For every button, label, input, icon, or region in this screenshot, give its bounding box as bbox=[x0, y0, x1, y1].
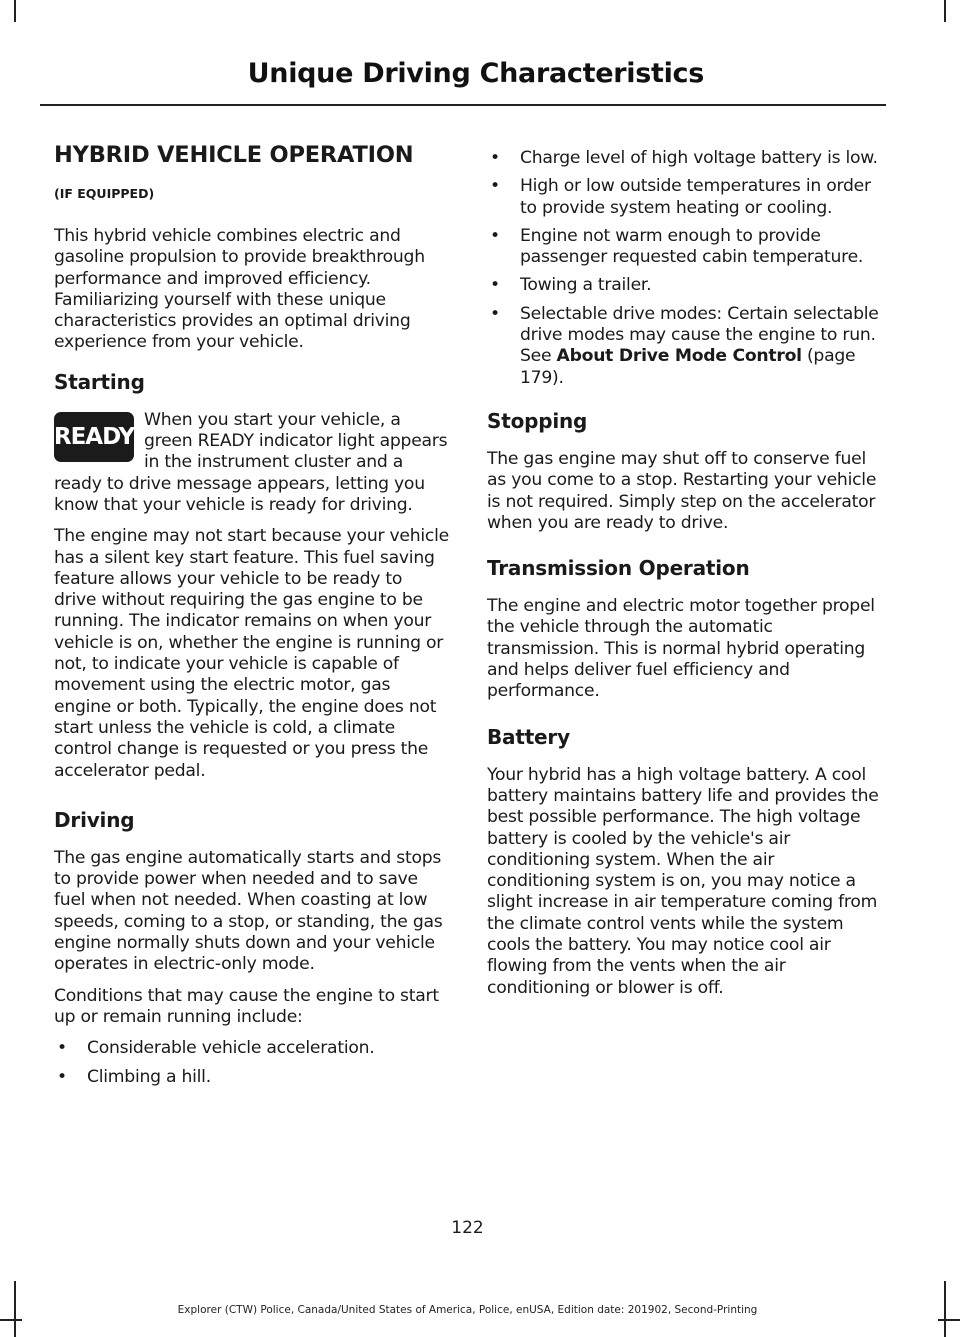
crop-mark-top-left-v bbox=[14, 0, 16, 22]
list-item: • Towing a trailer. bbox=[490, 275, 652, 296]
engine-conditions-list-left bbox=[54, 1038, 449, 1088]
list-item: • Climbing a hill. bbox=[57, 1066, 211, 1087]
bullet: • bbox=[490, 303, 500, 324]
starting-block bbox=[54, 410, 449, 526]
list-item: • Selectable drive modes: Certain selectable drive modes may cause the engine to run. See About Drive Mode Control (page 179). bbox=[490, 303, 879, 388]
page-header-title: Unique Driving Characteristics bbox=[247, 58, 704, 89]
list-item: • High or low outside temperatures in order to provide system heating or cooling. bbox=[490, 176, 871, 218]
crop-mark-bottom-right-h bbox=[938, 1319, 960, 1321]
heading-battery: Battery bbox=[487, 724, 570, 749]
bullet: • bbox=[490, 225, 500, 246]
stopping-paragraph: The gas engine may shut off to conserve fuel as you come to a stop. Restarting your vehicle is not required. Simply step on the accelerator when you are ready to drive. bbox=[487, 448, 877, 533]
battery-paragraph: Your hybrid has a high voltage battery. A cool battery maintains battery life and provides the best possible performance. The high voltage battery is cooled by the vehicle's air conditioning system. When the air conditioning system is on, you may notice a slight increase in air temperature coming from the climate control vents while the system cools the battery. You may notice cool air flowing from the vents when the air conditioning or blower is off. bbox=[487, 764, 879, 998]
section-title: HYBRID VEHICLE OPERATION bbox=[54, 142, 414, 168]
bullet: • bbox=[57, 1038, 67, 1059]
ready-indicator-icon: READY bbox=[54, 412, 134, 462]
starting-paragraph-1: When you start your vehicle, a green READY indicator light appears in the instrument cluster and a ready to drive message appears, letting you know that your vehicle is ready for driving. bbox=[54, 409, 448, 515]
heading-starting: Starting bbox=[54, 369, 145, 394]
crop-mark-top-right-v bbox=[944, 0, 946, 22]
crop-mark-bottom-right-v bbox=[944, 1281, 946, 1337]
list-item: • Engine not warm enough to provide passenger requested cabin temperature. bbox=[490, 225, 864, 268]
heading-transmission: Transmission Operation bbox=[487, 556, 750, 581]
crop-mark-bottom-left-h bbox=[0, 1319, 22, 1321]
page-number: 122 bbox=[451, 1218, 484, 1238]
footer-edition-info: Explorer (CTW) Police, Canada/United States of America, Police, enUSA, Edition date: 201902, Second-Printing bbox=[177, 1304, 758, 1316]
driving-paragraph-1: The gas engine automatically starts and stops to provide power when needed and to save fuel when not needed. When coasting at low speeds, coming to a stop, or standing, the gas engine normally shuts down and your vehicle operates in electric-only mode. bbox=[54, 847, 443, 975]
bullet: • bbox=[490, 148, 500, 168]
heading-driving: Driving bbox=[54, 807, 135, 832]
header-divider bbox=[40, 104, 886, 106]
engine-conditions-list-right bbox=[487, 148, 882, 389]
bullet: • bbox=[57, 1066, 67, 1087]
bullet: • bbox=[490, 176, 500, 197]
intro-paragraph: This hybrid vehicle combines electric and gasoline propulsion to provide breakthrough performance and improved efficiency. Familiarizing yourself with these unique characteristics provides an optimal driving experience from your vehicle. bbox=[54, 226, 425, 353]
left-column bbox=[54, 142, 449, 1095]
transmission-paragraph: The engine and electric motor together propel the vehicle through the automatic transmission. This is normal hybrid operating and helps deliver fuel efficiency and performance. bbox=[487, 596, 875, 702]
equipment-note: (IF EQUIPPED) bbox=[54, 186, 155, 201]
bullet: • bbox=[490, 275, 500, 296]
starting-paragraph-2: The engine may not start because your vehicle has a silent key start feature. This fuel saving feature allows your vehicle to be ready to drive without requiring the gas engine to be running. The indicator remains on when your vehicle is on, whether the engine is running or not, to indicate your vehicle is capable of movement using the electric motor, gas engine or both. Typically, the engine does not start unless the vehicle is cold, a climate control change is requested or you press the accelerator pedal. bbox=[54, 526, 449, 781]
list-item: • Charge level of high voltage battery is low. bbox=[490, 148, 878, 168]
list-item: • Considerable vehicle acceleration. bbox=[57, 1038, 375, 1059]
heading-stopping: Stopping bbox=[487, 408, 588, 433]
driving-paragraph-2: Conditions that may cause the engine to start up or remain running include: bbox=[54, 985, 439, 1027]
cross-reference-link[interactable]: About Drive Mode Control bbox=[556, 346, 802, 367]
right-column bbox=[487, 148, 882, 1009]
